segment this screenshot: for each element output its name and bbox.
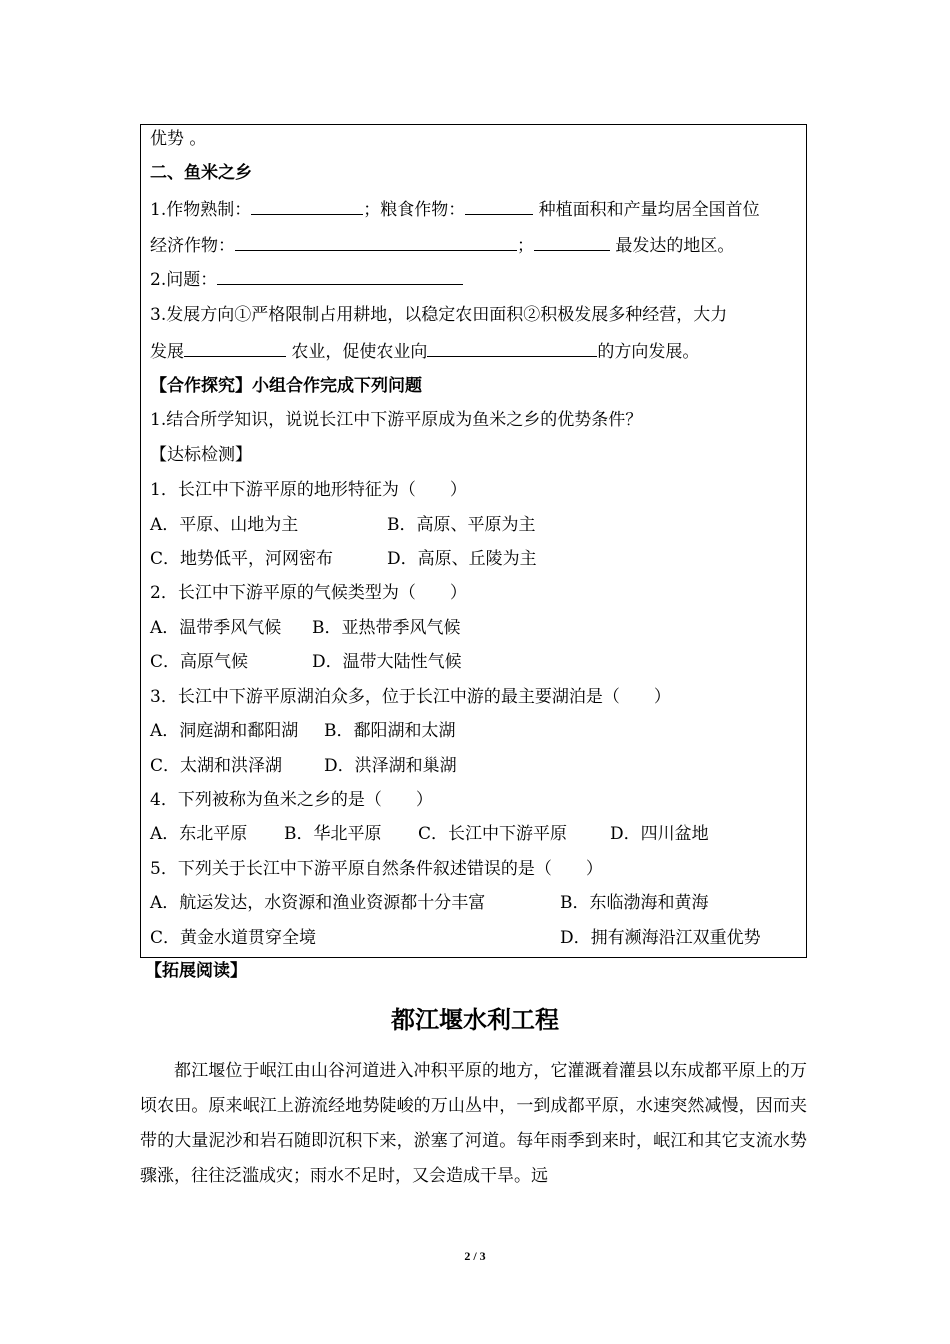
options-row [150, 755, 457, 777]
section-heading: 二、鱼米之乡 [150, 163, 252, 183]
text-line: 1.结合所学知识，说说长江中下游平原成为鱼米之乡的优势条件？ [150, 410, 643, 430]
option[interactable]: B．华北平原 [284, 824, 382, 844]
text-line: 3.发展方向①严格限制占用耕地，以稳定农田面积②积极发展多种经营，大力 [150, 305, 728, 325]
fill-line-3 [150, 268, 463, 291]
option[interactable]: D．高原、丘陵为主 [387, 549, 537, 569]
section-heading: 【拓展阅读】 [145, 961, 247, 981]
options-row [150, 514, 536, 536]
option[interactable]: C．地势低平，河网密布 [150, 549, 334, 569]
answer-blank[interactable] [534, 234, 610, 251]
fill-line-5 [150, 340, 699, 363]
answer-blank[interactable] [235, 234, 517, 251]
text-segment: 农业，促使农业向 [286, 342, 428, 362]
section-heading: 【达标检测】 [150, 445, 252, 465]
text-segment: 1.作物熟制： [150, 200, 252, 220]
option[interactable]: C．黄金水道贯穿全境 [150, 928, 317, 948]
fill-line-2 [150, 234, 734, 257]
text-segment: 2.问题： [150, 270, 218, 290]
option[interactable]: B．高原、平原为主 [387, 515, 536, 535]
option[interactable]: A．东北平原 [150, 824, 248, 844]
text-line: 优势 。 [150, 129, 207, 149]
page-number: 2 / 3 [464, 1249, 486, 1263]
question: 3．长江中下游平原湖泊众多，位于长江中游的最主要湖泊是（ ） [150, 687, 671, 707]
options-row [150, 892, 709, 914]
option[interactable]: A．洞庭湖和鄱阳湖 [150, 721, 299, 741]
article-title: 都江堰水利工程 [391, 1006, 559, 1034]
options-row [150, 823, 709, 845]
answer-blank[interactable] [251, 198, 363, 215]
option[interactable]: B．鄱阳湖和太湖 [324, 721, 456, 741]
option[interactable]: A．平原、山地为主 [150, 515, 299, 535]
fill-line-1 [150, 198, 760, 221]
option[interactable]: D．四川盆地 [610, 824, 709, 844]
question: 2．长江中下游平原的气候类型为（ ） [150, 583, 467, 603]
text-segment: 种植面积和产量均居全国首位 [533, 200, 760, 220]
text-segment: 经济作物： [150, 236, 235, 256]
article-paragraph: 都江堰位于岷江由山谷河道进入冲积平原的地方，它灌溉着灌县以东成都平原上的万顷农田。原来岷江上游流经地势陡峻的万山丛中，一到成都平原，水速突然减慢，因而夹带的大量泥沙和岩石随即沉积下来，淤塞了河道。每年雨季到来时，岷江和其它支流水势骤涨，往往泛滥成灾；雨水不足时，又会造成干旱。远 [140, 1061, 807, 1186]
options-row [150, 927, 761, 949]
options-row [150, 720, 456, 742]
options-row [150, 617, 461, 639]
option[interactable]: C．太湖和洪泽湖 [150, 756, 283, 776]
option[interactable]: B．亚热带季风气候 [312, 618, 461, 638]
option[interactable]: D．温带大陆性气候 [312, 652, 462, 672]
options-row [150, 651, 462, 673]
section-heading: 【合作探究】小组合作完成下列问题 [150, 376, 422, 396]
answer-blank[interactable] [184, 340, 286, 357]
question: 4．下列被称为鱼米之乡的是（ ） [150, 790, 433, 810]
option[interactable]: A．航运发达，水资源和渔业资源都十分丰富 [150, 893, 486, 913]
option[interactable]: D．拥有濒海沿江双重优势 [560, 928, 761, 948]
answer-blank[interactable] [427, 340, 597, 357]
text-segment: 的方向发展。 [597, 342, 700, 362]
text-segment: 发展 [150, 342, 184, 362]
text-segment: 最发达的地区。 [610, 236, 735, 256]
option[interactable]: D．洪泽湖和巢湖 [324, 756, 457, 776]
options-row [150, 548, 537, 570]
option[interactable]: C．长江中下游平原 [418, 824, 568, 844]
answer-blank[interactable] [217, 268, 463, 285]
question: 5．下列关于长江中下游平原自然条件叙述错误的是（ ） [150, 859, 603, 879]
answer-blank[interactable] [465, 198, 533, 215]
text-segment: ； [517, 236, 534, 256]
option[interactable]: A．温带季风气候 [150, 618, 282, 638]
option[interactable]: B．东临渤海和黄海 [560, 893, 709, 913]
option[interactable]: C．高原气候 [150, 652, 249, 672]
text-segment: ；粮食作物： [363, 200, 466, 220]
question: 1．长江中下游平原的地形特征为（ ） [150, 480, 467, 500]
